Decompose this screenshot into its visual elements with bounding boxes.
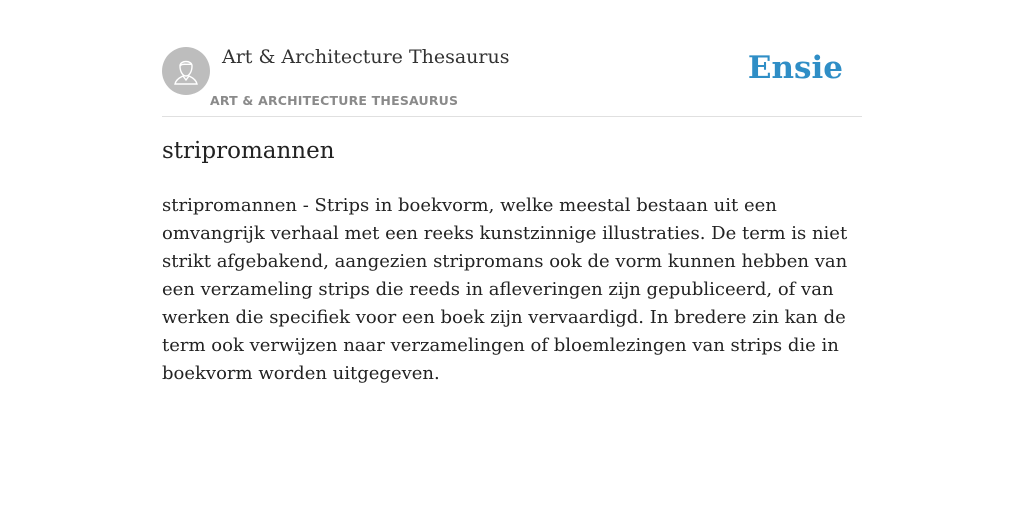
entry-header xyxy=(162,46,862,117)
user-avatar-icon xyxy=(162,47,210,95)
source-label: ART & ARCHITECTURE THESAURUS xyxy=(210,93,459,108)
term-definition: stripromannen - Strips in boekvorm, welke meestal bestaan uit een omvangrijk verhaal met een reeks kunstzinnige illustraties. De term is niet strikt afgebakend, aangezien stripromans ook de vorm kunnen hebben van een verzameling strips die reeds in afleveringen zijn gepubliceerd, of van werken die specifiek voor een boek zijn vervaardigd. In bredere zin kan de term ook verwijzen naar verzamelingen of bloemlezingen van strips die in boekvorm worden uitgegeven. xyxy=(162,195,848,384)
term-title: stripromannen xyxy=(162,138,335,164)
ensie-logo[interactable]: Ensie xyxy=(747,50,843,86)
author-avatar[interactable] xyxy=(162,47,210,95)
author-name[interactable]: Art & Architecture Thesaurus xyxy=(222,46,510,68)
